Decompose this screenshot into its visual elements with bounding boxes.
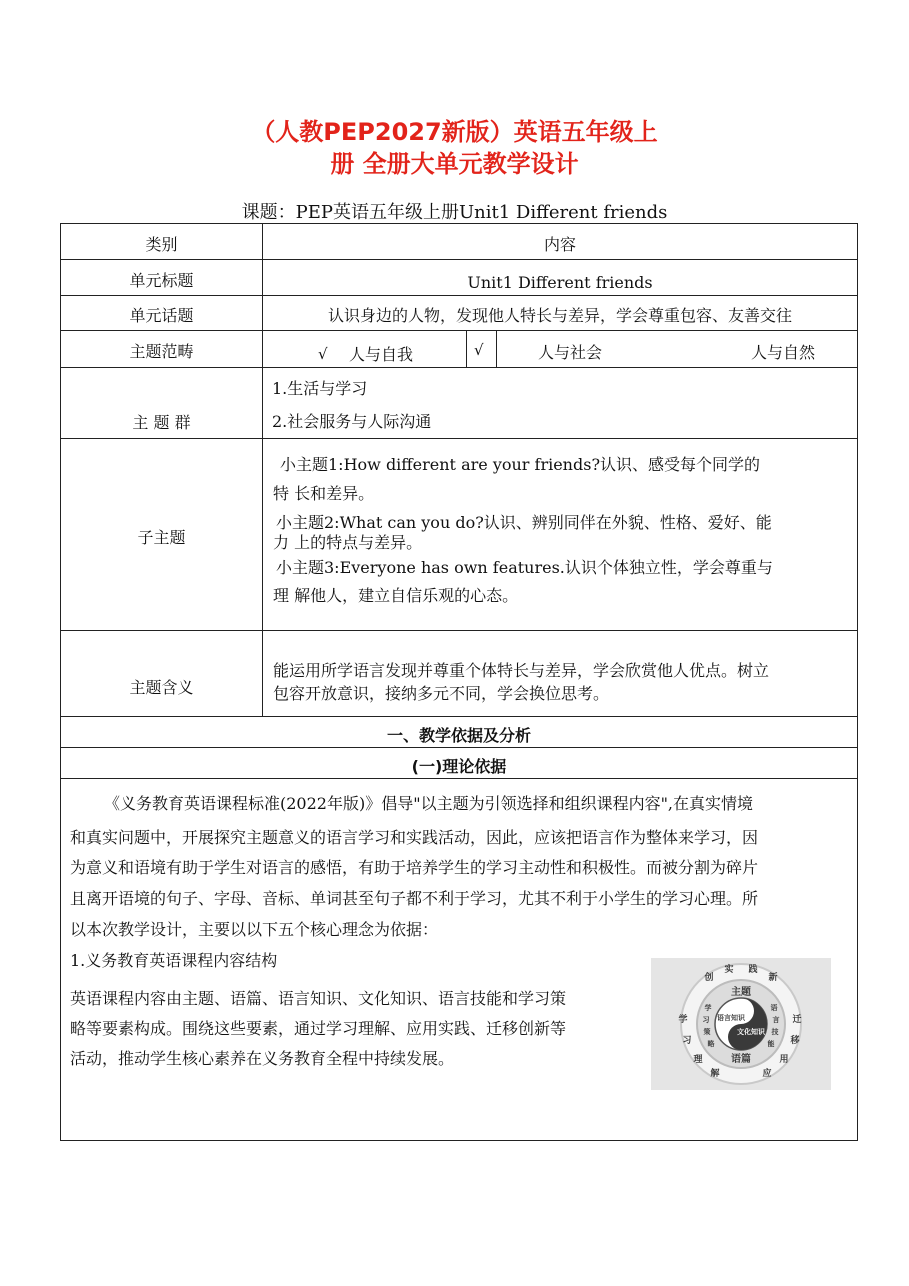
diagram-inner-char: 技 [771, 1028, 779, 1036]
sub-theme-1-cont: 特 长和差异。 [273, 484, 375, 503]
diagram-ring-char: 创 [704, 973, 714, 983]
diagram-ring-char: 用 [779, 1055, 789, 1065]
column-divider [466, 330, 467, 367]
sub-theme-2: 小主题2:What can you do?认识、辨别同伴在外貌、性格、爱好、能 [276, 513, 772, 532]
row-divider [60, 330, 857, 331]
course-structure-diagram [651, 958, 831, 1090]
diagram-ring-char: 移 [790, 1036, 800, 1046]
diagram-inner-char: 言 [772, 1016, 780, 1024]
diagram-ring-char: 解 [710, 1069, 720, 1079]
diagram-ring-char: 理 [693, 1055, 703, 1065]
point-line: 活动，推动学生核心素养在义务教育全程中持续发展。 [70, 1049, 455, 1068]
theme-meaning-label: 主题含义 [129, 678, 194, 697]
row-divider [60, 630, 857, 631]
sub-theme-1: 小主题1:How different are your friends?认识、感受每个同学的 [280, 455, 761, 474]
diagram-ring-char: 习 [682, 1036, 692, 1046]
theme-option-nature: 人与自然 [751, 343, 816, 362]
diagram-inner-char: 语 [770, 1004, 778, 1012]
row-divider [60, 716, 857, 717]
diagram-svg [651, 958, 831, 1090]
point-line: 略等要素构成。围绕这些要素，通过学习理解、应用实践、迁移创新等 [70, 1019, 567, 1038]
theme-group-label: 主 题 群 [132, 413, 191, 432]
row-divider [60, 438, 857, 439]
theme-scope-label: 主题范畴 [129, 342, 194, 361]
row-divider [60, 778, 857, 779]
unit-topic-label: 单元话题 [129, 306, 194, 325]
diagram-bottom-label: 语篇 [731, 1054, 751, 1065]
row-divider [60, 367, 857, 368]
diagram-center-top: 语言知识 [717, 1014, 745, 1022]
diagram-center-bottom: 文化知识 [737, 1028, 765, 1036]
theory-line: 《义务教育英语课程标准(2022年版)》倡导"以主题为引领选择和组织课程内容",在真实情境 [104, 794, 754, 813]
diagram-inner-char: 策 [703, 1028, 711, 1036]
sub-theme-3: 小主题3:Everyone has own features.认识个体独立性，学会尊重与 [276, 558, 773, 577]
diagram-ring-char: 新 [768, 973, 778, 983]
diagram-inner-char: 习 [702, 1016, 710, 1024]
theory-line: 以本次教学设计，主要以以下五个核心理念为依据： [70, 920, 439, 939]
diagram-top-label: 主题 [731, 987, 751, 998]
theory-line: 且离开语境的句子、字母、音标、单词甚至句子都不利于学习，尤其不利于小学生的学习心理。所 [70, 889, 759, 908]
theme-option-society: 人与社会 [538, 343, 603, 362]
theory-line: 和真实问题中，开展探究主题意义的语言学习和实践活动，因此，应该把语言作为整体来学习，因 [70, 828, 759, 847]
section-heading: 一、教学依据及分析 [386, 726, 531, 745]
header-category: 类别 [145, 235, 178, 254]
header-content: 内容 [543, 235, 576, 254]
diagram-inner-char: 略 [707, 1040, 715, 1048]
doc-title-line1: （人教PEP2027新版）英语五年级上 [251, 118, 658, 146]
diagram-inner-char: 学 [704, 1004, 712, 1012]
diagram-ring-char: 学 [678, 1015, 688, 1025]
column-divider [262, 223, 263, 716]
column-divider [496, 330, 497, 367]
checkmark-icon: √ [318, 345, 328, 363]
subsection-heading: (一)理论依据 [411, 757, 507, 776]
diagram-ring-char: 践 [748, 965, 758, 975]
theme-option-self: 人与自我 [349, 345, 414, 364]
theme-group-item: 2.社会服务与人际沟通 [272, 412, 432, 431]
diagram-ring-char: 应 [762, 1069, 772, 1079]
theme-meaning-line: 包容开放意识，接纳多元不同，学会换位思考。 [273, 684, 610, 703]
theory-line: 为意义和语境有助于学生对语言的感悟，有助于培养学生的学习主动性和积极性。而被分割为碎片 [70, 858, 759, 877]
diagram-inner-char: 能 [767, 1040, 775, 1048]
theme-group-item: 1.生活与学习 [272, 379, 368, 398]
theme-meaning-line: 能运用所学语言发现并尊重个体特长与差异，学会欣赏他人优点。树立 [273, 661, 770, 680]
row-divider [60, 295, 857, 296]
unit-topic-value: 认识身边的人物，发现他人特长与差异，学会尊重包容、友善交往 [327, 306, 792, 325]
checkmark-icon: √ [474, 341, 484, 359]
point-line: 英语课程内容由主题、语篇、语言知识、文化知识、语言技能和学习策 [70, 989, 567, 1008]
point-title: 1.义务教育英语课程内容结构 [70, 951, 278, 970]
doc-title-line2: 册 全册大单元教学设计 [330, 150, 579, 178]
doc-subject: 课题：PEP英语五年级上册Unit1 Different friends [241, 202, 668, 223]
diagram-ring-char: 迁 [792, 1015, 802, 1025]
row-divider [60, 747, 857, 748]
unit-title-label: 单元标题 [129, 271, 194, 290]
diagram-ring-char: 实 [724, 965, 734, 975]
unit-title-value: Unit1 Different friends [467, 273, 653, 292]
row-divider [60, 259, 857, 260]
sub-theme-3-cont: 理 解他人，建立自信乐观的心态。 [273, 586, 519, 605]
sub-theme-label: 子主题 [137, 528, 186, 547]
sub-theme-2-cont: 力 上的特点与差异。 [273, 533, 423, 552]
